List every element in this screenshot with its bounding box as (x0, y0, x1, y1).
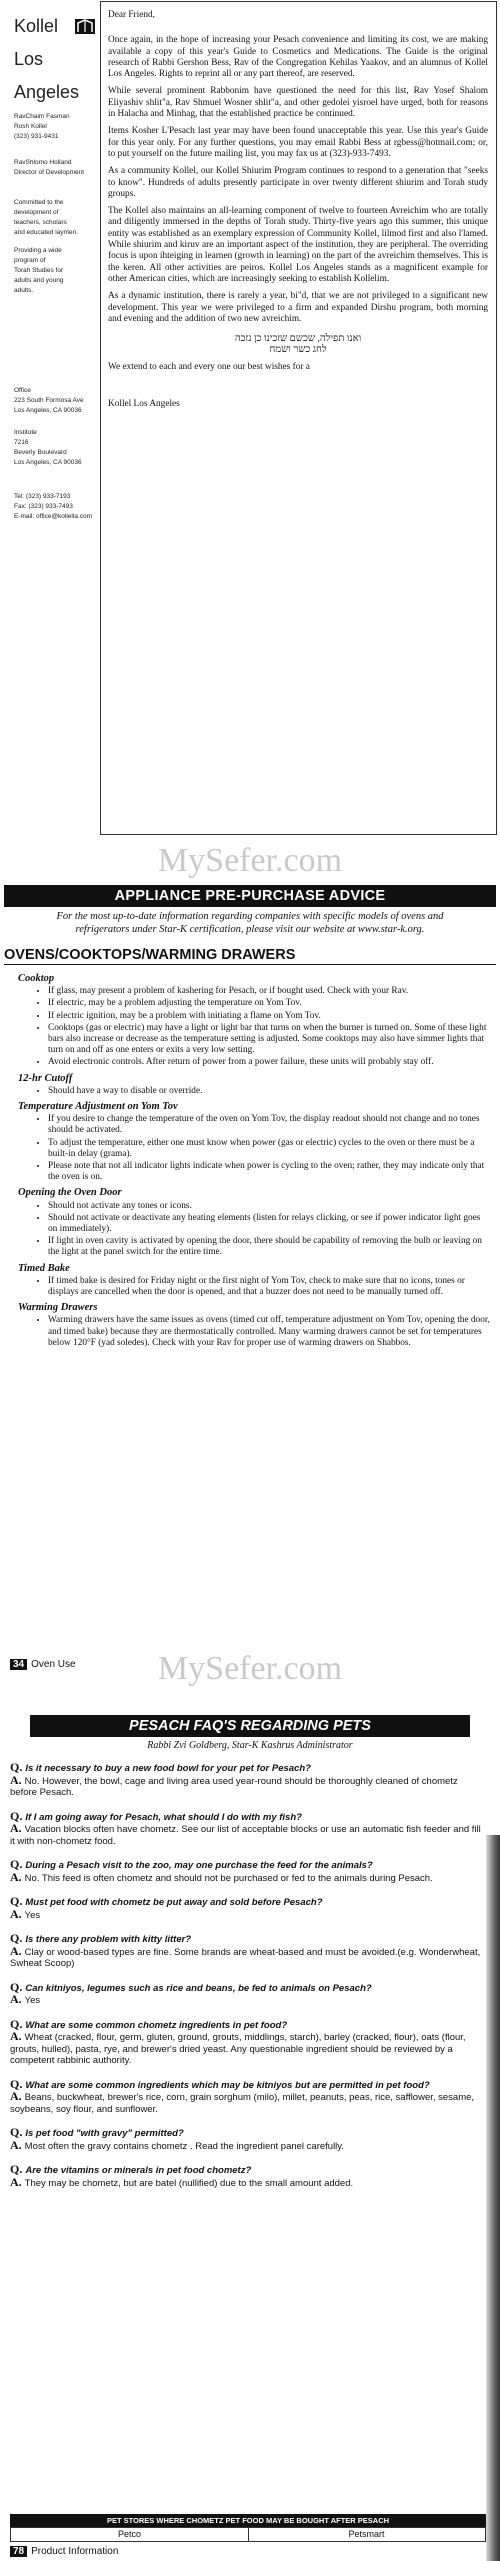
letter-paragraph: While several prominent Rabbonim have questioned the need for this list, Rav Yosef Shalom Eliyashiv shlit"a, Rav Shmuel Wosner shlit"a, and other gedolei yisroel have urged, both for reasons in Halacha and Minhag, that the established practice be continued. (108, 86, 488, 120)
faq-question (10, 2164, 486, 2177)
advice-item: • Cooktops (gas or electric) may have a light or light bar that turns on when the burner is turned on. Some of these light bars also increase or decrease as the temperature setting is adjusted. Some cooktops may also have simmer lights that turn on and off as one enters or exits a very low setting. (48, 1023, 490, 1057)
pets-banner: PESACH FAQ'S REGARDING PETS (30, 1715, 470, 1737)
signature: Kollel Los Angeles (108, 399, 180, 410)
side-text: development of (14, 209, 59, 216)
faq-answer (10, 2174, 486, 2190)
office-address-block (14, 386, 96, 416)
question-marker: Q. (10, 1857, 26, 1871)
side-text: Beverly Boulevard (14, 449, 67, 456)
side-text: 223 South Formosa Ave (14, 397, 84, 404)
faq-item (10, 1808, 486, 1848)
side-text: Torah Studies for (14, 267, 64, 274)
hebrew-blessing: ואנו תפילה, שכשם שזכינו כן נזכה לחג כשר ושמח (234, 333, 362, 356)
mission-block (14, 198, 96, 238)
faq-item (10, 2016, 486, 2067)
side-text: Committed to the (14, 199, 64, 206)
advice-item: • Avoid electronic controls. After return of power from a power failure, these units will probably stay off. (48, 1057, 490, 1068)
advice-subheading: Temperature Adjustment on Yom Tov (18, 1101, 178, 1113)
answer-marker: A. (10, 1772, 25, 1787)
salutation: Dear Friend, (108, 10, 155, 20)
closing-line: We extend to each and every one our best wishes for a (108, 361, 310, 372)
answer-text: Yes (24, 1995, 41, 2006)
side-text: program of (14, 257, 46, 264)
stores-table-header: PET STORES WHERE CHOMETZ PET FOOD MAY BE BOUGHT AFTER PESACH (10, 2514, 486, 2527)
faq-question (10, 1896, 486, 1909)
answer-text: Beans, buckwheat, brewer's rice, corn, grain sorghum (milo), millet, peanuts, peas, rice, safflower, sesame, soybeans, soy flour, and sunflower. (10, 2092, 475, 2115)
answer-text: Wheat (cracked, flour, germ, gluten, ground, grouts, middlings, starch), barley (cracked, flour), oats (flour, grouts, hulled), pasta, rye, and brewer's dried yeast. Any questionable ingredient should be reviewed by a competent rabbinic authority. (10, 2032, 466, 2066)
advice-item: • If you desire to change the temperature of the oven on Yom Tov, the display readout should not change and no tones should be activated. (48, 1114, 490, 1136)
side-text: adults and young (14, 277, 64, 284)
letter-body (108, 10, 488, 416)
advice-list (10, 1276, 490, 1298)
question-text: Must pet food with chometz be put away and sold before Pesach? (25, 1897, 323, 1908)
question-marker: Q. (10, 1808, 26, 1823)
answer-text: Yes (24, 1909, 41, 1921)
director-block (14, 158, 96, 178)
question-text: Is pet food "with gravy" permitted? (25, 2128, 184, 2139)
answer-marker: A. (10, 1869, 25, 1884)
kollel-brand (14, 10, 96, 109)
side-text: E-mail: office@kollella.com (14, 513, 93, 520)
faq-question (10, 1859, 486, 1872)
page-footer (10, 2546, 118, 2557)
faq-item (10, 1859, 486, 1884)
faq-question (10, 1762, 486, 1775)
answer-marker: A. (10, 2089, 25, 2103)
advice-item: • If timed bake is desired for Friday night or the first night of Yom Tov, check to make sure that no icons, tones or displays are cancelled when the door is opened, and that a buzzer does not need to be manually turned off. (48, 1276, 490, 1298)
side-text: Los Angeles, CA 90036 (14, 459, 82, 466)
advice-item: • Should not activate any tones or icons. (48, 1201, 490, 1212)
question-text: Is there any problem with kitty litter? (25, 1934, 192, 1945)
letter-paragraph: As a community Kollel, our Kollel Shiurim Program continues to respond to a generation that "seeks to know". Hundreds of adults presently participate in over twenty different shiurim and Torah study groups. (108, 166, 488, 199)
advice-sections (10, 969, 490, 1351)
faq-question (10, 2016, 486, 2032)
faq-answer (10, 2031, 486, 2067)
kollel-logo-icon (74, 16, 96, 36)
side-text: adults. (14, 287, 34, 294)
faq-item (10, 1762, 486, 1799)
brand-line: Los (14, 49, 44, 69)
institute-address-block (14, 428, 96, 468)
advice-subheading: 12-hr Cutoff (18, 1072, 73, 1084)
answer-text: No. However, the bowl, cage and living area used year-round should be thoroughly cleaned of chometz before Pesach. (10, 1775, 458, 1798)
rosh-kollel-block (14, 112, 96, 142)
question-text: What are some common ingredients which may be kitniyos but are permitted in pet food? (25, 2079, 430, 2091)
answer-marker: A. (10, 1992, 25, 2006)
question-text: Can kitniyos, legumes such as rice and beans, be fed to animals on Pesach? (25, 1982, 372, 1994)
question-text: If I am going away for Pesach, what should I do with my fish? (25, 1811, 302, 1823)
faq-item (10, 2127, 486, 2152)
letter-paragraph: Once again, in the hope of increasing your Pesach convenience and limiting its cost, we are making available a copy of this year's Guide to Cosmetics and Medications. The Guide is the original research of Rabbi Gershon Bess, Rav of the Congregation Kehilas Yaakov, and an alumnus of Kollel Los Angeles. Rights to reprint all or any part thereof, are reserved. (108, 35, 488, 80)
question-marker: Q. (10, 1931, 26, 1945)
store-cell: Petco (11, 2528, 249, 2541)
faq-answer (10, 1943, 486, 1970)
contact-block (14, 492, 96, 522)
advice-item: • If light in oven cavity is activated by opening the door, there should be capability of removing the bulb or leaving on the light at the panel switch for the entire time. (48, 1236, 490, 1258)
side-text: Los Angeles, CA 90036 (14, 407, 82, 414)
advice-list (10, 1201, 490, 1259)
side-text: Rosh Kollel (14, 123, 47, 130)
faq-question (10, 1933, 486, 1946)
question-marker: Q. (10, 2016, 26, 2031)
side-text: (323) 931-9431 (14, 133, 59, 140)
appliance-advice-page (0, 885, 500, 1680)
faq-question (10, 1979, 486, 1995)
side-text: Tel: (323) 933-7193 (14, 493, 71, 500)
advice-list (10, 1086, 490, 1097)
faq-answer (10, 1823, 486, 1847)
answer-marker: A. (10, 2137, 25, 2152)
advice-item: • If glass, may present a problem of kashering for Pesach, or if bought used. Check with your Rav. (48, 986, 490, 997)
faq-question (10, 1808, 486, 1824)
advice-item: • To adjust the temperature, either one must know when power (gas or electric) cycles to the oven or there must be a built-in delay (grama). (48, 1138, 490, 1160)
brand-line: Angeles (14, 82, 80, 102)
page-label: Product Information (31, 2546, 119, 2557)
faq-answer (10, 1906, 486, 1922)
question-text: Is it necessary to buy a new food bowl for your pet for Pesach? (25, 1763, 311, 1774)
faq-answer (10, 1994, 486, 2007)
pets-faq-page (0, 1700, 500, 2561)
question-marker: Q. (10, 2162, 26, 2176)
faq-item (10, 1979, 486, 2007)
letter-paragraph: Items Kosher L'Pesach last year may have been found unacceptable this year. Use this year's Guide for this year only. For any further questions, you may email Rabbi Bess at rgbess@hotmail.com; or, to put yourself on the future mailing list, you may fax us at (323)-933-7493. (108, 126, 488, 159)
advice-item: • If electric ignition, may be a problem with initiating a flame on Yom Tov. (48, 1011, 490, 1022)
question-marker: Q. (10, 1760, 26, 1774)
stores-table-row (10, 2527, 486, 2542)
side-text: Providing a wide (14, 247, 62, 254)
appliance-subtitle: For the most up-to-date information regarding companies with specific models of ovens and refrigerators under Star-K certification, please visit our website at www.star-k.org. (56, 911, 444, 935)
store-cell: Petsmart (348, 2529, 385, 2539)
advice-subheading: Warming Drawers (18, 1302, 98, 1314)
side-text: and educated laymen. (14, 229, 78, 236)
faq-list (10, 1762, 486, 2201)
question-text: During a Pesach visit to the zoo, may one purchase the feed for the animals? (25, 1860, 373, 1871)
side-text: 7216 (14, 439, 29, 446)
side-text: Office (14, 387, 31, 394)
faq-item (10, 2076, 486, 2116)
advice-item: • If electric, may be a problem adjusting the temperature on Yom Tov. (48, 998, 490, 1009)
answer-marker: A. (10, 1821, 25, 1835)
side-text: Fax: (323) 933-7493 (14, 503, 73, 510)
faq-item (10, 1933, 486, 1970)
watermark: MySefer.com (157, 842, 343, 879)
faq-item (10, 2164, 486, 2189)
faq-answer (10, 1772, 486, 1799)
faq-question (10, 2076, 486, 2092)
advice-list (10, 1114, 490, 1183)
side-text: Director of Development (14, 169, 85, 176)
answer-text: Clay or wood-based types are fine. Some brands are wheat-based and must be avoided.(e.g. Wonderwheat, Swheat Scoop) (10, 1946, 481, 1969)
question-marker: Q. (10, 1979, 26, 1994)
advice-subheading: Opening the Oven Door (18, 1187, 122, 1199)
answer-marker: A. (10, 1943, 25, 1958)
advice-list (10, 1315, 490, 1349)
letter-paragraph: The Kollel also maintains an all-learning component of twelve to fourteen Avreichim who are totally and diligently immersed in the depths of Torah study. Thirty-five years ago this summer, this unique entity was established as an exemplary expression of Community Kollel, lilmod first and also l'lamed. While shiurim and kiruv are an important aspect of the institution, they are peripheral. The overriding focus is upon ihteiging in learnen (growth in learning) on the part of the avreichim themselves. This is the keren. All other activities are peiros. Kollel Los Angeles stands as a magnificent example for other American cities, which are increasingly seeking to establish Kollelim. (108, 206, 488, 284)
side-text: teachers, scholars (14, 219, 67, 226)
advice-item: • Warming drawers have the same issues as ovens (timed cut off, temperature adjustment on Yom Tov, opening the door, and timed bake) because they are thermostatically controlled. Many warming drawers cannot be set for temperatures below 120°F (yad soledes). Check with your Rav for proper use of warming drawers on Shabbos. (48, 1315, 490, 1349)
answer-text: Vacation blocks often have chometz. See our list of acceptable blocks or use an automatic fish feeder and fill it with non-chometz food. (10, 1824, 481, 1847)
faq-answer (10, 1869, 486, 1885)
watermark: MySefer.com (157, 1650, 343, 1687)
side-text: Institute (14, 429, 37, 436)
faq-answer (10, 2137, 486, 2153)
program-block (14, 246, 96, 296)
advice-subheading: Timed Bake (18, 1262, 70, 1274)
page-label: Oven Use (31, 1659, 76, 1670)
page-number: 78 (10, 2546, 27, 2557)
advice-list (10, 986, 490, 1068)
faq-answer (10, 2091, 486, 2115)
question-marker: Q. (10, 2125, 26, 2139)
ovens-heading: OVENS/COOKTOPS/WARMING DRAWERS (4, 947, 496, 965)
page-number: 34 (10, 1659, 27, 1670)
advice-item: • Please note that not all indicator lights indicate when power is cycling to the oven; rather, they may indicate only that the oven is on. (48, 1161, 490, 1183)
advice-subheading: Cooktop (18, 973, 55, 984)
answer-text: Most often the gravy contains chometz . Read the ingredient panel carefully. (24, 2140, 344, 2152)
advice-item: • Should not activate or deactivate any heating elements (listen for relays clicking, or see if power indicator light goes on immediately). (48, 1213, 490, 1235)
answer-text: They may be chometz, but are batel (nullified) due to the small amount added. (24, 2177, 354, 2189)
brand-line: Kollel (14, 16, 59, 36)
question-marker: Q. (10, 2076, 26, 2091)
question-text: What are some common chometz ingredients in pet food? (25, 2019, 288, 2031)
question-text: Are the vitamins or minerals in pet food chometz? (25, 2165, 252, 2176)
side-text: RavShlomo Holland (14, 159, 72, 166)
answer-marker: A. (10, 2174, 25, 2189)
question-marker: Q. (10, 1894, 26, 1908)
appliance-banner: APPLIANCE PRE-PURCHASE ADVICE (4, 885, 496, 907)
side-text: RavChaim Fasman (14, 113, 70, 120)
kollel-letter-page (0, 0, 500, 880)
pets-byline: Rabbi Zvi Goldberg, Star-K Kashrus Administrator (147, 1740, 353, 1751)
advice-item: • Should have a way to disable or override. (48, 1086, 490, 1097)
faq-question (10, 2127, 486, 2140)
answer-marker: A. (10, 2029, 25, 2043)
letterhead-sidebar (0, 0, 100, 880)
letter-paragraph: As a dynamic institution, there is rarely a year, bi"d, that we are not privileged to a significant new development. This year we were privileged to a firm and expanded Dirshu program, both morning and evening and the addition of two new avreichim. (108, 291, 488, 324)
answer-text: No. This feed is often chometz and should not be purchased or fed to the animals during Pesach. (24, 1872, 433, 1884)
answer-marker: A. (10, 1906, 25, 1921)
faq-item (10, 1896, 486, 1921)
